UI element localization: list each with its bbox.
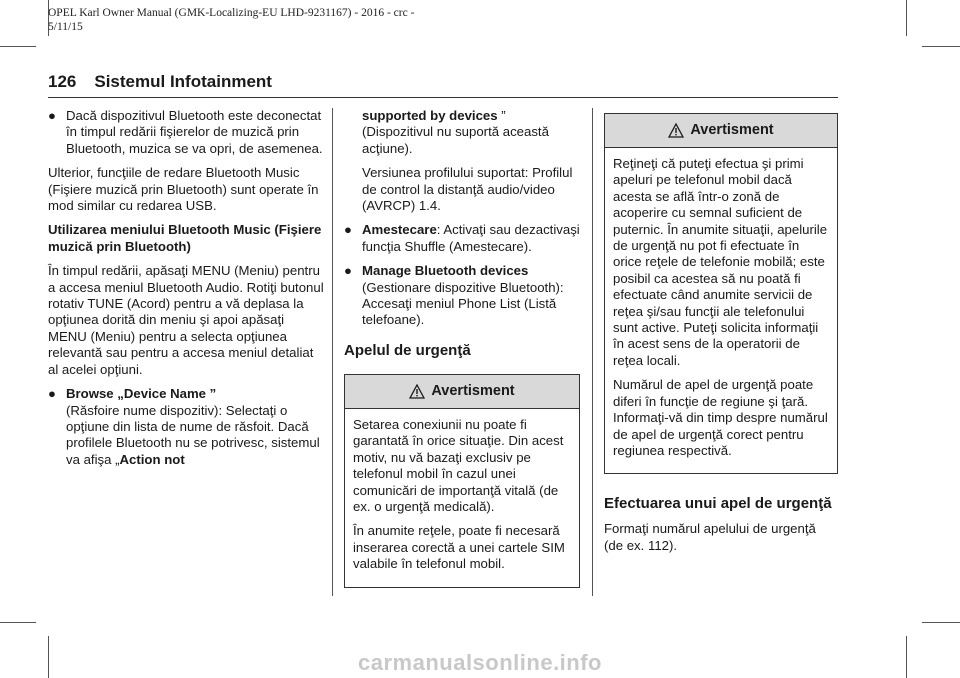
warning-box [344, 374, 580, 588]
warning-triangle-icon [668, 123, 684, 138]
warning-body [605, 148, 837, 473]
bullet-marker: ● [48, 108, 56, 123]
column-divider [332, 108, 333, 596]
bullet-bold: Manage Bluetooth devices [362, 263, 529, 279]
list-item [48, 386, 324, 468]
section-title: Apelul de urgenţă [344, 341, 471, 359]
warning-header [345, 375, 579, 409]
bullet-text: : Activaţi sau dezactivaşi funcţia Shuffle (Amestecare). [362, 222, 580, 254]
warning-paragraph: Reţineţi că puteţi efectua şi primi apeluri pe telefonul mobil dacă acesta se află într-o zonă de acoperire cu semnal suficient de puternic. În anumite situaţii, apelurile de urgenţă nu pot fi efectuate în orice reţele de telefonie mobilă; este posibil ca acestea să nu poată fi efectuate când anumite servicii de reţea şi/sau funcţii ale telefonului sunt active. Puteţi solicita informaţii în acest sens de la operatorii de reţea locali. [613, 156, 828, 368]
list-item [48, 108, 324, 157]
list-item [344, 263, 580, 329]
header-rule [48, 97, 838, 98]
bullet-text: Dacă dispozitivul Bluetooth este deconectat în timpul redării fişierelor de muzică prin Bluetooth, muzica se va opri, de asemenea. [66, 108, 323, 156]
column-1 [48, 108, 324, 476]
bullet-marker: ● [344, 263, 352, 279]
paragraph: Ulterior, funcţiile de redare Bluetooth Music (Fişiere muzică prin Bluetooth) sunt operate în mod similar cu redarea USB. [48, 165, 319, 214]
paragraph: Formaţi numărul apelului de urgenţă (de ex. 112). [604, 521, 816, 553]
paragraph: În timpul redării, apăsaţi MENU (Meniu) pentru a accesa meniul Bluetooth Audio. Rotiţi butonul rotativ TUNE (Acord) pentru a vă deplasa la opţiunea dorită din meniu şi apoi apăsaţi MENU (Meniu) pentru a selecta opţiunea relevantă sau pentru a accesa meniul detaliat al acelei opţiuni. [48, 263, 324, 377]
warning-paragraph: Setarea conexiunii nu poate fi garantată în orice situaţie. Din acest motiv, nu vă bazaţi exclusiv pe telefonul mobil în cazul unei comunicări de importanţă vitală (de ex. o urgenţă medicală). [353, 416, 564, 514]
crop-mark [922, 46, 960, 47]
continued-bold: supported by devices [362, 108, 498, 123]
document-meta [48, 6, 414, 34]
crop-mark [922, 622, 960, 623]
warning-title: Avertisment [690, 122, 774, 139]
warning-body [345, 409, 579, 587]
meta-line-1: OPEL Karl Owner Manual (GMK-Localizing-EU LHD-9231167) - 2016 - crc - [48, 7, 415, 19]
bullet-marker: ● [48, 386, 56, 402]
crop-mark [906, 0, 907, 36]
warning-header [605, 114, 837, 148]
watermark: carmanualsonline.info [358, 650, 602, 675]
page-number: 126 [48, 72, 77, 91]
bullet-text: (Gestionare dispozitive Bluetooth): Accesaţi meniul Phone List (Listă telefoane). [362, 279, 564, 328]
bullet-marker: ● [344, 222, 352, 238]
column-3 [604, 113, 838, 562]
continued-text [344, 108, 580, 157]
bullet-text: (Răsfoire nume dispozitiv): Selectaţi o opţiune din lista de nume de răsfoit. Dacă profilele Bluetooth nu se potrivesc, sistemul va afişa „ [66, 402, 320, 467]
section-title: Efectuarea unui apel de urgenţă [604, 495, 832, 513]
warning-paragraph: Numărul de apel de urgenţă poate diferi în funcţie de regiune şi ţară. Informaţi-vă din timp despre numărul de apel de urgenţă corect pentru regiunea respectivă. [613, 377, 828, 458]
column-2 [344, 108, 580, 588]
bullet-bold-end: Action not [119, 451, 185, 467]
crop-mark [0, 622, 36, 623]
continued-rest: ” (Dispozitivul nu suportă această acţiune). [362, 108, 549, 156]
bullet-bold: Amestecare [362, 222, 437, 238]
paragraph: Versiunea profilului suportat: Profilul de control la distanţă audio/video (AVRCP) 1.4. [362, 165, 573, 214]
warning-triangle-icon [409, 384, 425, 399]
meta-line-2: 5/11/15 [48, 21, 83, 33]
warning-paragraph: În anumite reţele, poate fi necesară inserarea corectă a unei cartele SIM valabile în telefonul mobil. [353, 523, 565, 572]
warning-box [604, 113, 838, 474]
list-item [344, 222, 580, 255]
page-section-title: Sistemul Infotainment [94, 72, 272, 91]
subheading: Utilizarea meniului Bluetooth Music (Fişiere muzică prin Bluetooth) [48, 222, 322, 254]
column-divider [592, 108, 593, 596]
bullet-bold: Browse „Device Name ” [66, 386, 217, 402]
crop-mark [0, 46, 36, 47]
warning-title: Avertisment [431, 383, 515, 400]
page-heading [48, 72, 272, 92]
